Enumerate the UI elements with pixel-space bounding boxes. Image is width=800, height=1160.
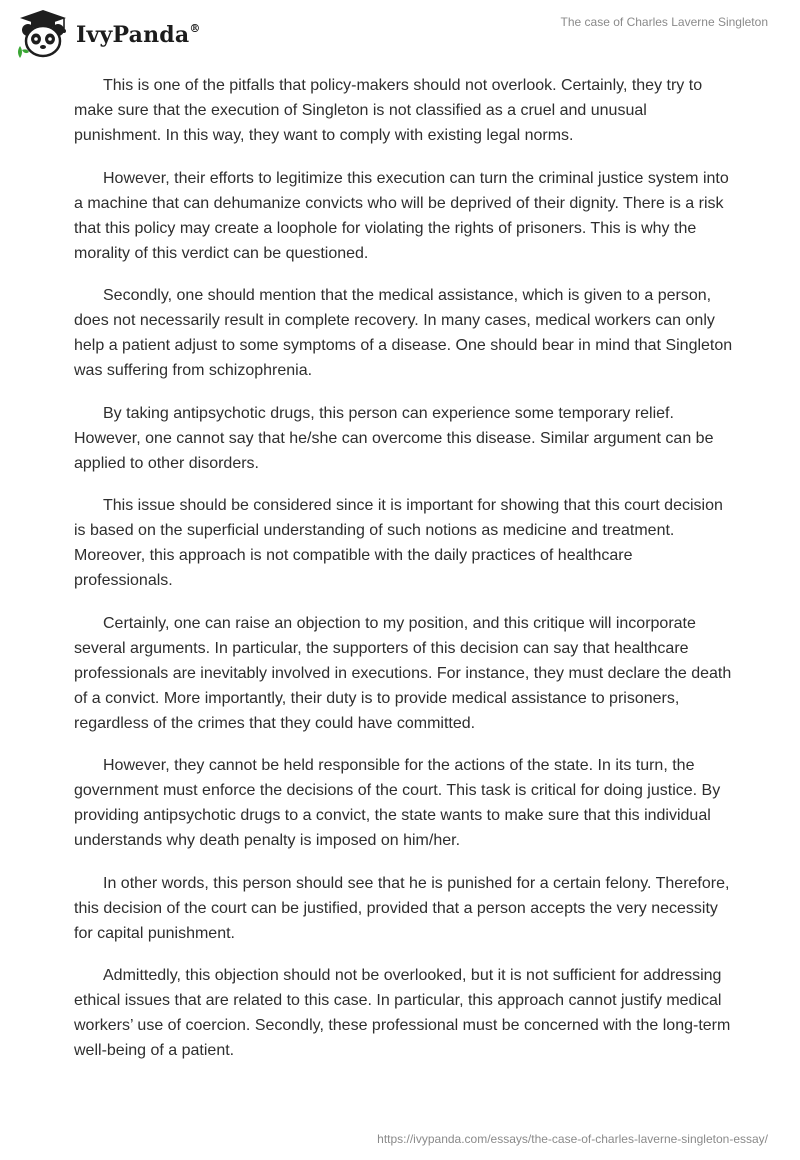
- paragraph: However, they cannot be held responsible for the actions of the state. In its turn, the government must enforce the decisions of the court. This task is critical for doing justice. By providing antipsychotic drugs to a convict, the state wants to make sure that this individual understands why death penalty is imposed on him/her.: [74, 757, 721, 849]
- paragraph: Certainly, one can raise an objection to my position, and this critique will incorporate several arguments. In particular, the supporters of this decision can say that healthcare professionals are inevitably involved in executions. For instance, they must declare the death of a convict. More importantly, their duty is to provide medical assistance to prisoners, regardless of the crimes that they could have committed.: [74, 614, 732, 732]
- document-title: The case of Charles Laverne Singleton: [560, 15, 768, 29]
- paragraph: This issue should be considered since it is important for showing that this court decision is based on the superficial understanding of such notions as medicine and treatment. Moreover, this approach is not compatible with the daily practices of healthcare professionals.: [74, 497, 723, 589]
- panda-graduate-icon: [14, 8, 72, 60]
- paragraph: Admittedly, this objection should not be overlooked, but it is not sufficient for addressing ethical issues that are related to this case. In particular, this approach cannot justify medical workers’ use of coercion. Secondly, these professional must be concerned with the long-term well-being of a patient.: [74, 967, 731, 1059]
- brand-name: IvyPanda®: [76, 21, 201, 48]
- paragraph: This is one of the pitfalls that policy-makers should not overlook. Certainly, they try to make sure that the execution of Singleton is not classified as a cruel and unusual punishment. In this way, they want to comply with existing legal norms.: [74, 77, 703, 144]
- page-header: [0, 0, 800, 70]
- essay-body: [74, 73, 734, 1081]
- paragraph: In other words, this person should see that he is punished for a certain felony. Therefore, this decision of the court can be justified, provided that a person accepts the very necessity for capital punishment.: [74, 874, 730, 942]
- ivypanda-logo[interactable]: [14, 8, 201, 60]
- source-url[interactable]: https://ivypanda.com/essays/the-case-of-charles-laverne-singleton-essay/: [377, 1132, 768, 1146]
- paragraph: Secondly, one should mention that the medical assistance, which is given to a person, does not necessarily result in complete recovery. In many cases, medical workers can only help a patient adjust to some symptoms of a disease. One should bear in mind that Singleton was suffering from schizophrenia.: [74, 287, 733, 379]
- paragraph: However, their efforts to legitimize this execution can turn the criminal justice system into a machine that can dehumanize convicts who will be deprived of their dignity. There is a risk that this policy may create a loophole for violating the rights of prisoners. This is why the morality of this verdict can be questioned.: [74, 169, 729, 262]
- paragraph: By taking antipsychotic drugs, this person can experience some temporary relief. However, one cannot say that he/she can overcome this disease. Similar argument can be applied to other disorders.: [74, 404, 714, 472]
